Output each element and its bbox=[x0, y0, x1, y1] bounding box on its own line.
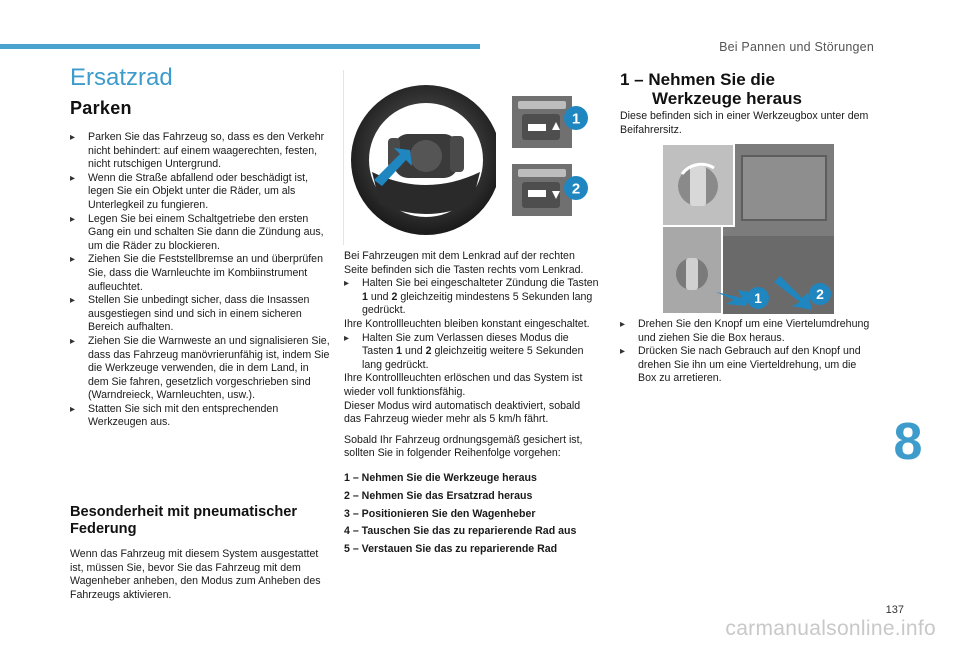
list-item: ▸ Stellen Sie unbedingt sicher, dass die Insassen ausgestiegen sind und sich in einem sicheren Bereich aufhalten. bbox=[70, 294, 310, 334]
page-title: Ersatzrad bbox=[70, 64, 173, 91]
bullet-icon: ▸ bbox=[70, 132, 76, 143]
steps-list bbox=[344, 472, 600, 561]
list-item: ▸ Drehen Sie den Knopf um eine Viertelumdrehung und ziehen Sie die Box heraus. bbox=[620, 318, 870, 344]
paragraph: Ihre Kontrollleuchten bleiben konstant eingeschaltet. bbox=[344, 317, 590, 330]
svg-text:2: 2 bbox=[816, 286, 824, 302]
list-item: ▸ Parken Sie das Fahrzeug so, dass es den Verkehr nicht behindert: auf einem waagerechten, festen, nicht rutschigen Untergrund. bbox=[70, 131, 325, 171]
page-number: 137 bbox=[885, 604, 904, 616]
bullet-icon: ▸ bbox=[70, 295, 76, 307]
list-item: ▸ Wenn die Straße abfallend oder beschädigt ist, legen Sie ein Objekt unter die Räder, um als Unterlegkeil zu fungieren. bbox=[70, 171, 309, 211]
parken-list bbox=[70, 131, 332, 430]
bullet-icon: ▸ bbox=[70, 335, 76, 347]
step-item: 4 – Tauschen Sie das zu reparierende Rad aus bbox=[344, 525, 577, 538]
svg-text:1: 1 bbox=[754, 290, 762, 306]
lenkrad-text bbox=[344, 250, 600, 461]
steering-wheel-figure bbox=[350, 76, 496, 240]
section-header: Bei Pannen und Störungen bbox=[719, 40, 874, 54]
heading-besonderheit: Besonderheit mit pneumatischer Federung bbox=[70, 504, 298, 537]
heading-werkzeuge: 1 – Nehmen Sie die Werkzeuge heraus bbox=[620, 70, 802, 108]
button-2-figure bbox=[512, 164, 590, 216]
step-item: 1 – Nehmen Sie die Werkzeuge heraus bbox=[344, 472, 537, 484]
bullet-icon: ▸ bbox=[344, 278, 350, 290]
top-accent-bar bbox=[0, 44, 480, 49]
list-item: ▸ Statten Sie sich mit den entsprechenden Werkzeugen aus. bbox=[70, 402, 279, 429]
step-item: 5 – Verstauen Sie das zu reparierende Rad bbox=[344, 543, 558, 556]
step-item: 3 – Positionieren Sie den Wagenheber bbox=[344, 507, 536, 520]
bullet-icon: ▸ bbox=[70, 403, 76, 415]
step-item: 2 – Nehmen Sie das Ersatzrad heraus bbox=[344, 489, 533, 502]
toolbox-figure bbox=[662, 144, 834, 314]
list-item: ▸ Ziehen Sie die Warnweste an und signalisieren Sie, dass das Fahrzeug manövrierunfähig ist, indem Sie die Werkzeuge verwenden, die in dem Land, in dem Sie fahren, gesetzlich vorgeschrieben sind (Warndreieck, Warnleuchten, usw.). bbox=[70, 334, 330, 402]
list-item: ▸ Ziehen Sie die Feststellbremse an und überprüfen Sie, dass die Warnleuchte im Kombiinstrument aufleuchtet. bbox=[70, 253, 323, 293]
chapter-number: 8 bbox=[893, 413, 923, 471]
bullet-icon: ▸ bbox=[620, 346, 626, 358]
heading-parken: Parken bbox=[70, 98, 132, 118]
list-item: ▸ Drücken Sie nach Gebrauch auf den Knopf und drehen Sie ihn um eine Vierteldrehung, um die Box zu arretieren. bbox=[620, 345, 861, 385]
svg-text:2: 2 bbox=[571, 180, 581, 198]
bullet-icon: ▸ bbox=[70, 213, 76, 225]
bullet-icon: ▸ bbox=[344, 332, 350, 344]
paragraph: Bei Fahrzeugen mit dem Lenkrad auf der rechten Seite befinden sich die Tasten rechts vom Lenkrad. bbox=[344, 250, 584, 276]
bullet-icon: ▸ bbox=[70, 172, 76, 184]
besonderheit-text: Wenn das Fahrzeug mit diesem System ausgestattet ist, müssen Sie, bevor Sie das Fahrzeug mit dem Wagenheber anheben, den Modus zum Anheben des Fahrzeugs aktivieren. bbox=[70, 548, 321, 601]
list-item: ▸ Halten Sie bei eingeschalteter Zündung die Tasten 1 und 2 gleichzeitig mindestens 5 Sekunden lang gedrückt. bbox=[344, 277, 599, 317]
bullet-icon: ▸ bbox=[620, 319, 626, 330]
watermark: carmanualsonline.info bbox=[725, 617, 936, 640]
werkzeuge-intro: Diese befinden sich in einer Werkzeugbox unter dem Beifahrersitz. bbox=[620, 110, 869, 136]
paragraph: Dieser Modus wird automatisch deaktiviert, sobald das Fahrzeug wieder mehr als 5 km/h fährt. bbox=[344, 399, 581, 426]
list-item: ▸ Halten Sie zum Verlassen dieses Modus die Tasten 1 und 2 gleichzeitig weitere 5 Sekunden lang gedrückt. bbox=[344, 331, 584, 371]
bullet-icon: ▸ bbox=[70, 254, 76, 266]
paragraph: Sobald Ihr Fahrzeug ordnungsgemäß gesichert ist, sollten Sie in folgender Reihenfolge vorgehen: bbox=[344, 433, 583, 460]
button-1-figure bbox=[512, 96, 590, 148]
column-divider bbox=[343, 70, 344, 245]
werkzeuge-list bbox=[620, 318, 872, 386]
list-item: ▸ Legen Sie bei einem Schaltgetriebe den ersten Gang ein und schalten Sie dann die Zündung aus, um die Räder zu blockieren. bbox=[70, 212, 324, 252]
paragraph: Ihre Kontrollleuchten erlöschen und das System ist wieder voll funktionsfähig. bbox=[344, 372, 583, 398]
svg-text:1: 1 bbox=[571, 110, 581, 128]
